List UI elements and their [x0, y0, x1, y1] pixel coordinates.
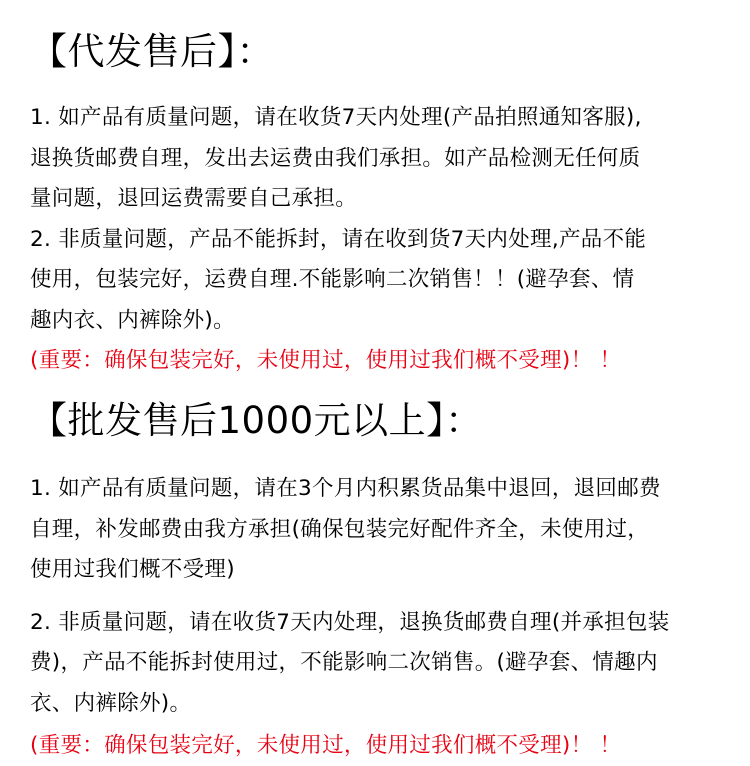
wholesale-section-title: 【批发售后1000元以上】：: [30, 399, 483, 442]
wholesale-quality-issue-policy: [30, 469, 728, 591]
policy-line: 1. 如产品有质量问题，请在收货7天内处理(产品拍照通知客服),: [30, 105, 642, 130]
wholesale-section: [30, 381, 728, 766]
wholesale-non-quality-policy: [30, 603, 728, 725]
policy-line: 2. 非质量问题，产品不能拆封，请在收到货7天内处理,产品不能: [30, 226, 647, 252]
policy-line: 使用，包装完好，运费自理.不能影响二次销售！！(避孕套、情: [30, 267, 635, 292]
dropship-important-note: (重要：确保包装完好，未使用过，使用过我们概不受理)！ ！: [30, 348, 622, 373]
policy-line: 量问题，退回运费需要自己承担。: [30, 186, 358, 211]
dropship-section-title: 【代发售后】：: [30, 30, 274, 73]
policy-line: 使用过我们概不受理): [30, 557, 235, 582]
dropship-section: [30, 0, 728, 381]
dropship-non-quality-policy: [30, 220, 728, 342]
dropship-quality-issue-policy: [30, 98, 728, 220]
wholesale-important-note: (重要：确保包装完好，未使用过，使用过我们概不受理)！ ！: [30, 733, 622, 758]
policy-line: 费)，产品不能拆封使用过，不能影响二次销售。(避孕套、情趣内: [30, 650, 658, 675]
policy-line: 1. 如产品有质量问题，请在3个月内积累货品集中退回，退回邮费: [30, 476, 661, 501]
policy-line: 退换货邮费自理，发出去运费由我们承担。如产品检测无任何质: [30, 145, 641, 171]
policy-line: 衣、内裤除外)。: [30, 690, 192, 716]
policy-line: 趣内衣、内裤除外)。: [30, 307, 235, 333]
policy-line: 2. 非质量问题，请在收货7天内处理，退换货邮费自理(并承担包装: [30, 609, 670, 635]
policy-line: 自理，补发邮费由我方承担(确保包装完好配件齐全，未使用过，: [30, 516, 650, 542]
